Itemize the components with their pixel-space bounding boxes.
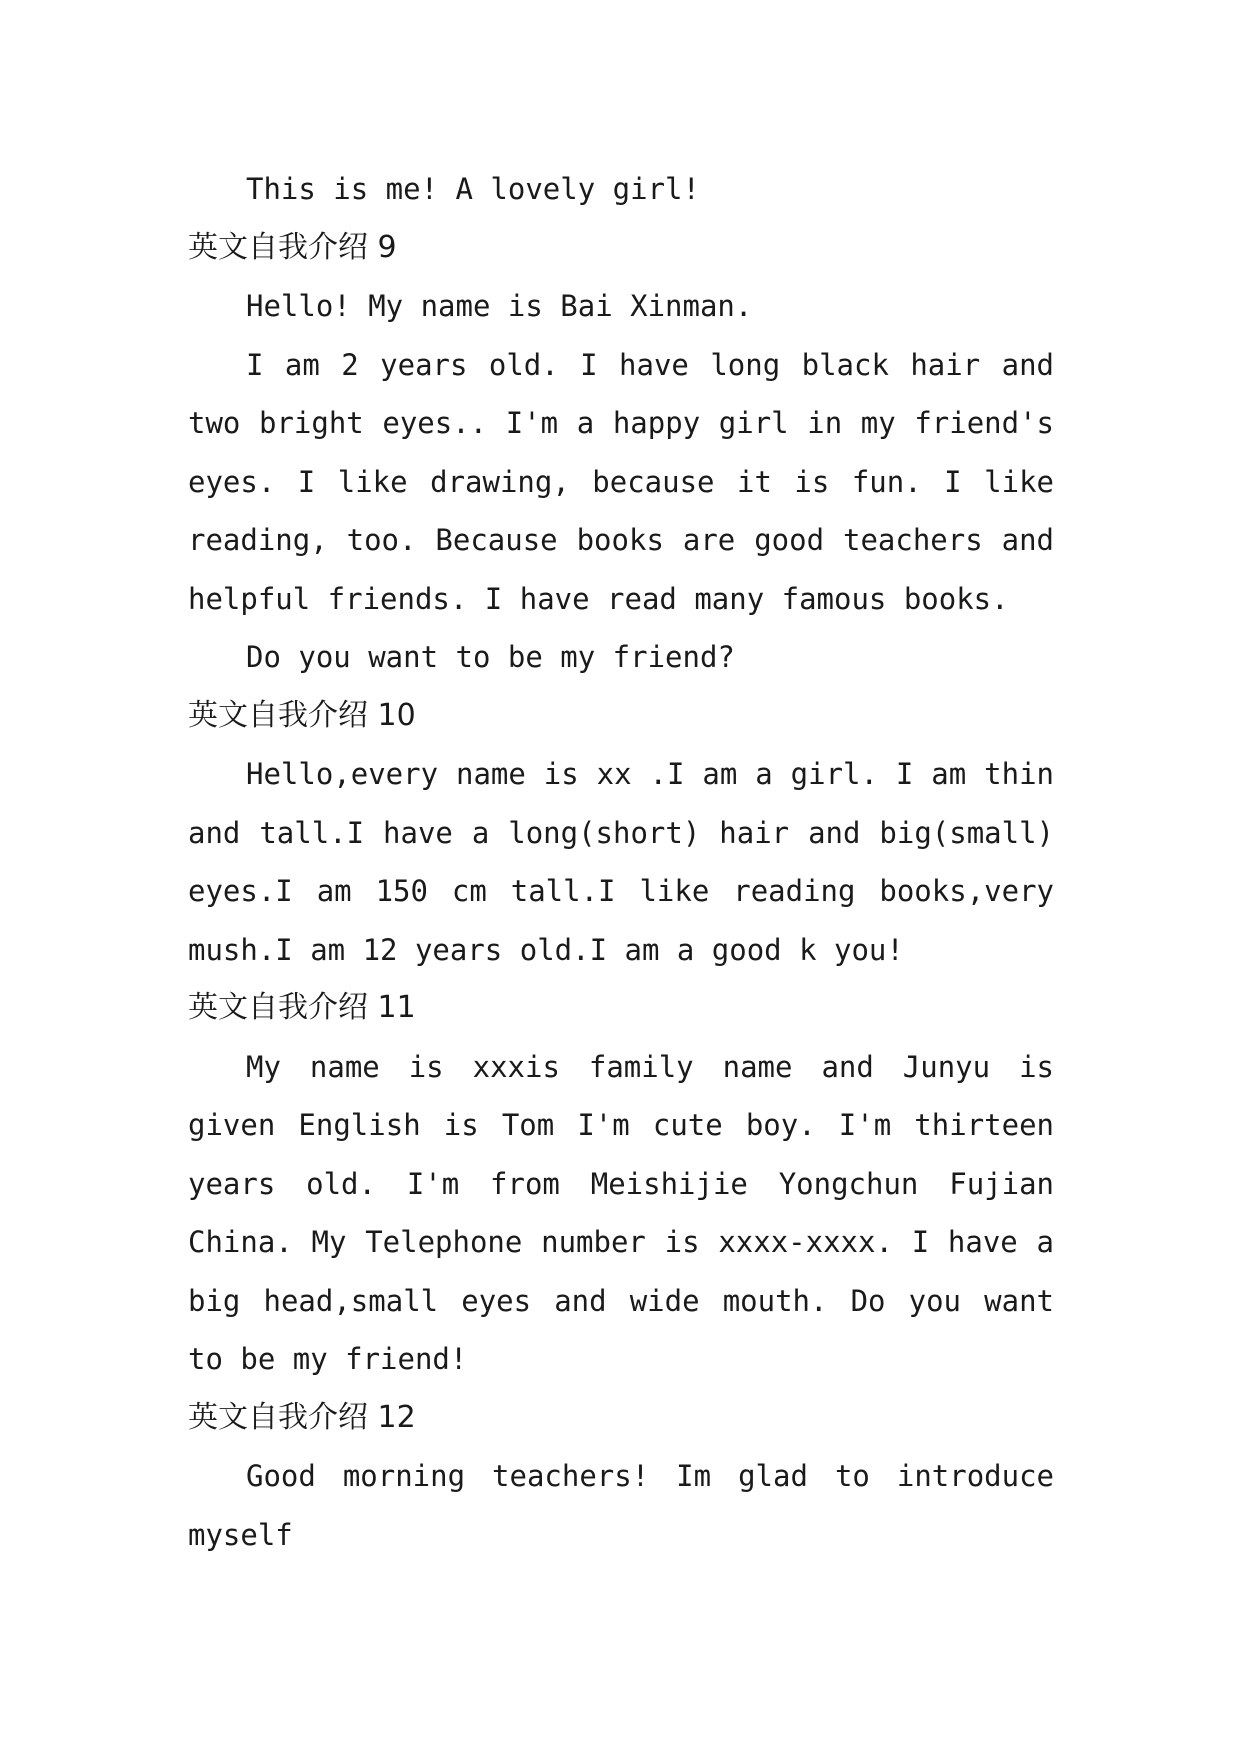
section-heading-12: 英文自我介绍 12 [188, 1399, 416, 1435]
paragraph-closing-line: This is me! A lovely girl! [246, 172, 700, 206]
document-body [188, 160, 1054, 1564]
section-heading-10: 英文自我介绍 10 [188, 697, 416, 733]
paragraph-question: Do you want to be my friend? [246, 640, 735, 674]
paragraph-body: I am 2 years old. I have long black hair and two bright eyes.. I'm a happy girl in my friend's eyes. I like drawing, because it is fun. I like reading, too. Because books are good teachers and helpful friends. I have read many famous books. [188, 347, 1054, 616]
paragraph-body: Good morning teachers! Im glad to introduce myself [188, 1459, 1054, 1552]
paragraph-body: My name is xxxis family name and Junyu is given English is Tom I'm cute boy. I'm thirteen years old. I'm from Meishijie Yongchun Fujian China. My Telephone number is xxxx-xxxx. I have a big head,small eyes and wide mouth. Do you want to be my friend! [188, 1049, 1054, 1376]
paragraph-body: Hello,every name is xx .I am a girl. I am thin and tall.I have a long(short) hair and big(small) eyes.I am 150 cm tall.I like reading books,very mush.I am 12 years old.I am a good k you! [188, 757, 1054, 967]
paragraph-greeting: Hello! My name is Bai Xinman. [246, 289, 753, 323]
section-heading-9: 英文自我介绍 9 [188, 229, 397, 265]
section-heading-11: 英文自我介绍 11 [188, 990, 416, 1025]
